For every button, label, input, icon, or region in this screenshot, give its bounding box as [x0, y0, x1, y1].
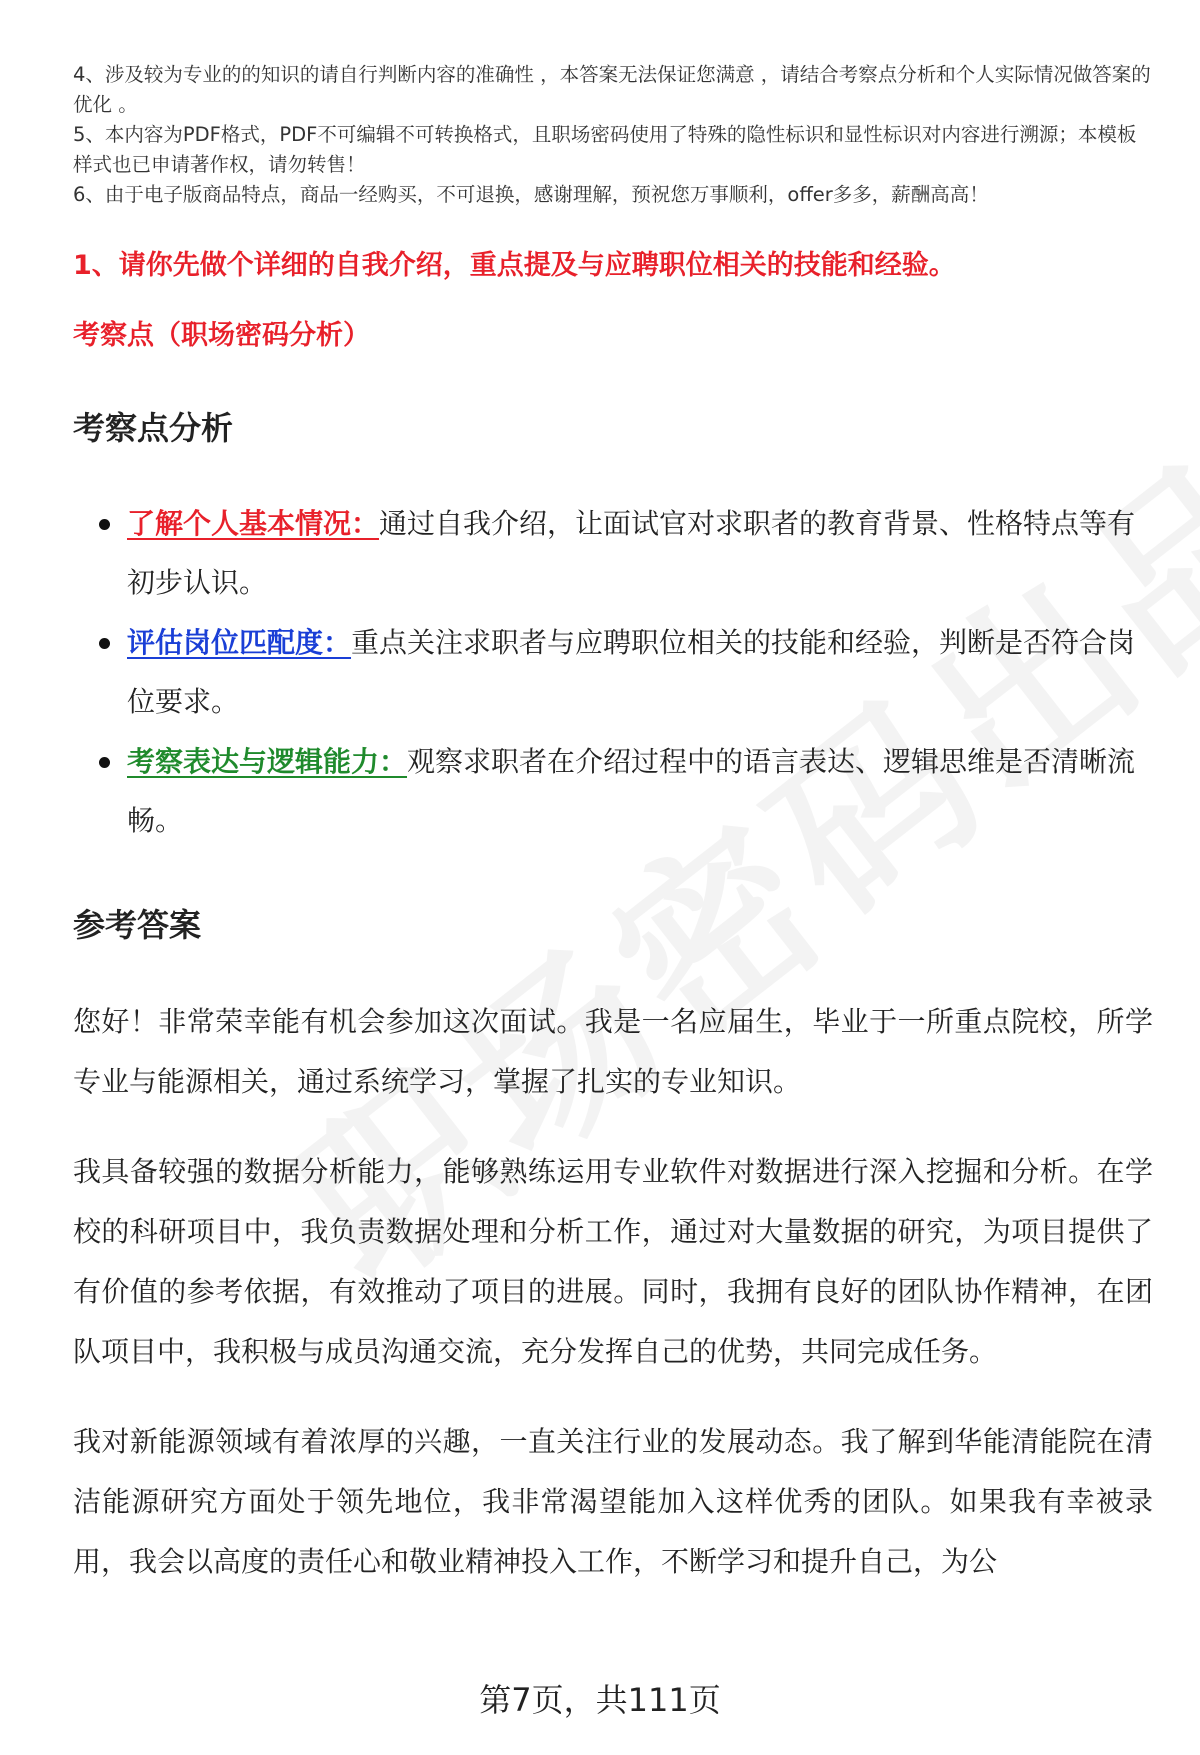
notice-item: 5、本内容为PDF格式，PDF不可编辑不可转换格式，且职场密码使用了特殊的隐性标识和显性标识对内容进行溯源；本模板样式也已申请著作权，请勿转售！: [73, 123, 1137, 176]
analysis-keyword: 评估岗位匹配度：: [127, 626, 352, 659]
analysis-text: 通过自我介绍，让面试官对求职者的教育背景、性格特点等有初步认识。: [127, 507, 1136, 599]
analysis-keyword: 考察表达与逻辑能力：: [127, 745, 408, 778]
page-number: 第7页，共111页: [479, 1681, 721, 1719]
analysis-list: [73, 494, 1153, 851]
bullet-icon: [99, 757, 110, 768]
notice-item: 6、由于电子版商品特点，商品一经购买，不可退换，感谢理解，预祝您万事顺利，offer多多，薪酬高高！: [73, 183, 989, 206]
analysis-heading: 考察点分析: [73, 409, 234, 447]
notice-item: 4、涉及较为专业的的知识的请自行判断内容的准确性 ，本答案无法保证您满意 ，请结合考察点分析和个人实际情况做答案的优化 。: [73, 63, 1151, 116]
analysis-item: [73, 732, 1153, 850]
analysis-item: [73, 613, 1153, 731]
answer-heading: 参考答案: [73, 906, 202, 944]
answer-paragraph: 我对新能源领域有着浓厚的兴趣，一直关注行业的发展动态。我了解到华能清能院在清洁能源研究方面处于领先地位，我非常渴望能加入这样优秀的团队。如果我有幸被录用，我会以高度的责任心和敬业精神投入工作，不断学习和提升自己，为公: [73, 1425, 1153, 1578]
bullet-icon: [99, 638, 110, 649]
analysis-keyword: 了解个人基本情况：: [127, 507, 380, 540]
notice-list: [73, 60, 1153, 210]
bullet-icon: [99, 519, 110, 530]
analysis-text: 观察求职者在介绍过程中的语言表达、逻辑思维是否清晰流畅。: [127, 745, 1136, 837]
answer-paragraph: 我具备较强的数据分析能力，能够熟练运用专业软件对数据进行深入挖掘和分析。在学校的科研项目中，我负责数据处理和分析工作，通过对大量数据的研究，为项目提供了有价值的参考依据，有效推动了项目的进展。同时，我拥有良好的团队协作精神，在团队项目中，我积极与成员沟通交流，充分发挥自己的优势，共同完成任务。: [73, 1155, 1153, 1368]
answer-body: [73, 992, 1153, 1622]
question-title: 1、请你先做个详细的自我介绍，重点提及与应聘职位相关的技能和经验。: [73, 250, 956, 281]
question-subtitle: 考察点（职场密码分析）: [73, 320, 370, 351]
analysis-text: 重点关注求职者与应聘职位相关的技能和经验，判断是否符合岗位要求。: [127, 626, 1136, 718]
answer-paragraph: 您好！非常荣幸能有机会参加这次面试。我是一名应届生，毕业于一所重点院校，所学专业与能源相关，通过系统学习，掌握了扎实的专业知识。: [73, 1005, 1153, 1098]
analysis-item: [73, 494, 1153, 612]
